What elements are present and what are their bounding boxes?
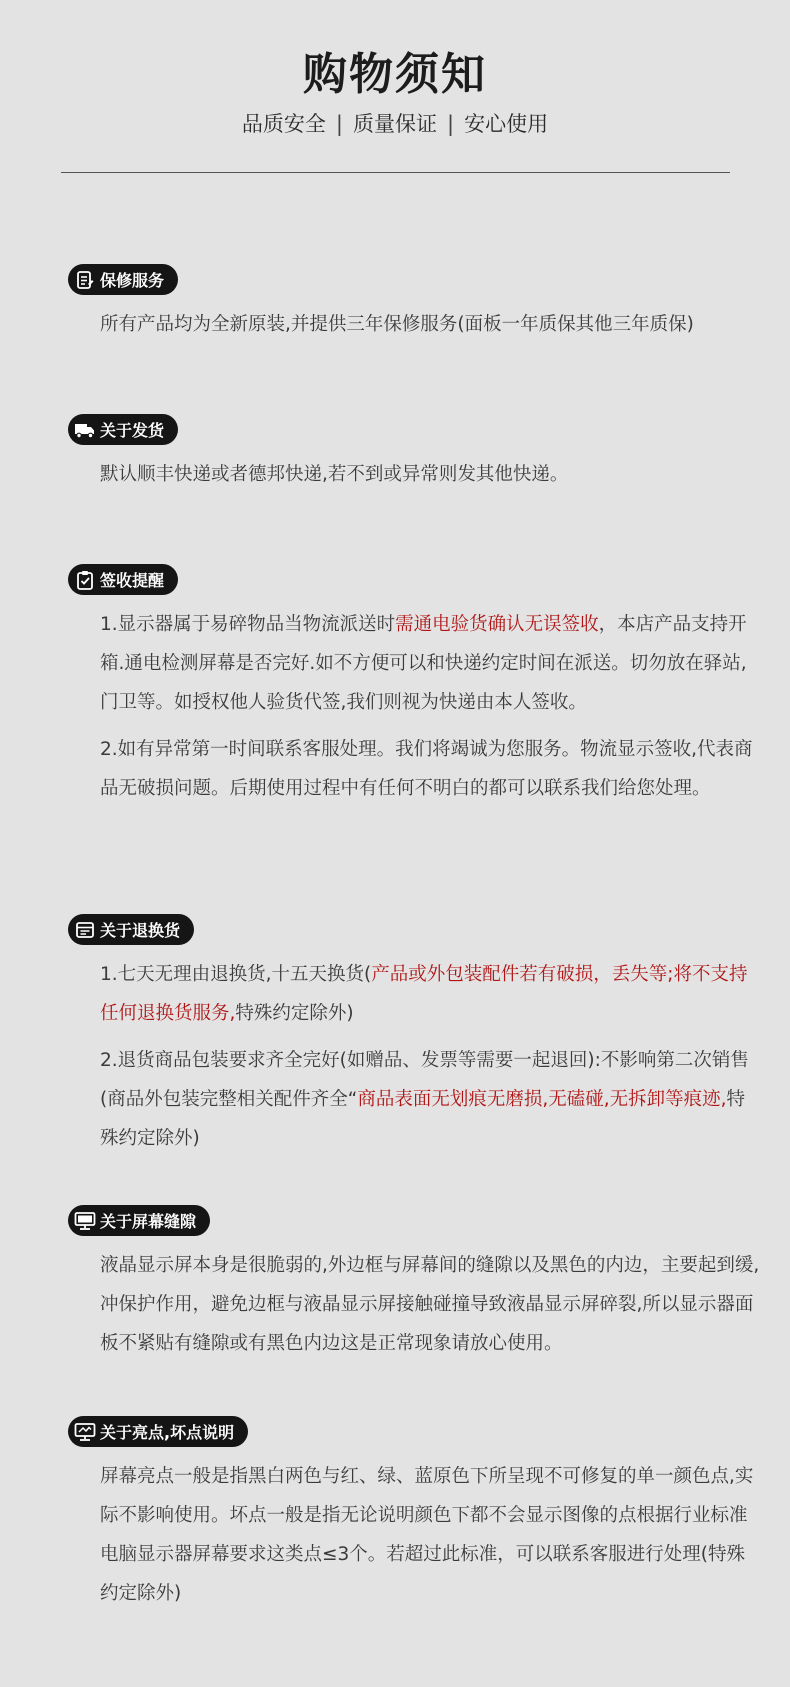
tag-separator: | [335,112,343,136]
monitor-icon [74,1210,96,1232]
section-warranty [68,264,758,344]
section-signing [68,564,758,808]
section-label: 关于屏幕缝隙 [100,1212,197,1231]
section-body [100,955,760,1158]
section-label: 保修服务 [100,271,165,290]
text-run: ，本店产品支持开箱.通电检测屏幕是否完好.如不方便可以和快递约定时间在派送。切勿放在驿站,门卫等。如授权他人验货代签,我们则视为快递由本人签收。 [100,614,747,713]
section-badge [68,1205,210,1236]
subtitle-tags [0,108,790,138]
section-body [100,1457,760,1613]
text-run: 默认顺丰快递或者德邦快递,若不到或异常则发其他快递。 [100,464,569,485]
section-label: 关于亮点,坏点说明 [100,1423,235,1442]
paragraph [100,1246,760,1363]
section-body [100,1246,760,1363]
paragraph [100,1457,760,1613]
text-run: 所有产品均为全新原装,并提供三年保修服务(面板一年质保其他三年质保) [100,314,694,335]
tag-separator: | [447,112,455,136]
header-divider [61,172,730,173]
section-badge [68,264,178,295]
section-shipping [68,414,758,494]
text-run: 1.显示器属于易碎物品当物流派送时 [100,614,396,635]
text-run: 特殊约定除外) [100,1089,745,1149]
section-body [100,605,760,808]
highlight-text: 商品表面无划痕无磨损,无磕碰,无拆卸等痕迹, [357,1089,727,1110]
paragraph [100,455,760,494]
monitor-pixel-icon [74,1421,96,1443]
section-dead-pixels [68,1416,758,1613]
section-screen-gap [68,1205,758,1363]
tag-safe-use: 安心使用 [464,112,549,136]
document-list-icon [74,269,96,291]
paragraph [100,1041,760,1158]
section-label: 签收提醒 [100,571,165,590]
highlight-text: 产品或外包装配件若有破损，丢失等;将不支持任何退换货服务, [100,964,748,1024]
section-badge [68,1416,248,1447]
clipboard-check-icon [74,569,96,591]
section-body [100,455,760,494]
highlight-text: 需通电验货确认无误签收 [395,614,599,635]
tag-quality-assurance: 质量保证 [353,112,437,136]
section-returns [68,914,758,1158]
text-run: 2.如有异常第一时间联系客服处理。我们将竭诚为您服务。物流显示签收,代表商品无破损问题。后期使用过程中有任何不明白的都可以联系我们给您处理。 [100,739,753,799]
section-body [100,305,760,344]
text-run: 1.七天无理由退换货,十五天换货( [100,964,372,985]
text-run: 2.退货商品包装要求齐全完好(如赠品、发票等需要一起退回):不影响第二次销售(商品外包装完整相关配件齐全“ [100,1050,749,1110]
section-badge [68,564,178,595]
text-run: 特殊约定除外) [235,1003,354,1024]
tag-quality-safety: 品质安全 [241,112,326,136]
paragraph [100,605,760,722]
section-badge [68,914,194,945]
text-run: 屏幕亮点一般是指黑白两色与红、绿、蓝原色下所呈现不可修复的单一颜色点,实际不影响使用。坏点一般是指无论说明颜色下都不会显示图像的点根据行业标准电脑显示器屏幕要求这类点≤3个。若超过此标准，可以联系客服进行处理(特殊约定除外) [100,1466,754,1604]
paragraph [100,955,760,1033]
text-run: 液晶显示屏本身是很脆弱的,外边框与屏幕间的缝隙以及黑色的内边，主要起到缓,冲保护作用，避免边框与液晶显示屏接触碰撞导致液晶显示屏碎裂,所以显示器面板不紧贴有缝隙或有黑色内边这是正常现象请放心使用。 [100,1255,760,1354]
paragraph [100,730,760,808]
paragraph [100,305,760,344]
page-title: 购物须知 [303,49,487,100]
return-box-icon [74,919,96,941]
section-badge [68,414,178,445]
section-label: 关于发货 [100,421,165,440]
section-label: 关于退换货 [100,921,181,940]
delivery-truck-icon [74,419,96,441]
